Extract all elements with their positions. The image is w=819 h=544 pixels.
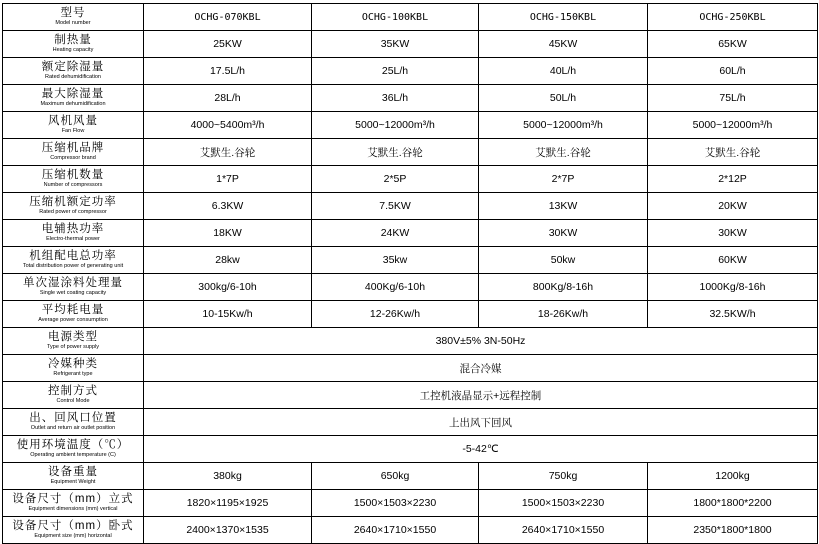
spec-value: 18KW (144, 220, 312, 247)
row-label (3, 166, 144, 193)
row-label (3, 4, 144, 31)
spec-value: 艾默生.谷轮 (479, 139, 648, 166)
spec-value: 40L/h (479, 58, 648, 85)
row-label (3, 85, 144, 112)
table-row (3, 517, 818, 544)
spec-value: 32.5KW/h (648, 301, 818, 328)
row-label (3, 193, 144, 220)
spec-value: 300kg/6-10h (144, 274, 312, 301)
table-row (3, 436, 818, 463)
row-label-en: Equipment size (mm) horizontal (34, 532, 112, 539)
row-label-en: Number of compressors (43, 181, 103, 188)
spec-value: 2350*1800*1800 (648, 517, 818, 544)
spec-value: 6.3KW (144, 193, 312, 220)
spec-value: 400Kg/6-10h (312, 274, 479, 301)
spec-value: 50L/h (479, 85, 648, 112)
row-label-zh: 型号 (60, 7, 86, 19)
row-label-zh: 机组配电总功率 (29, 250, 117, 262)
spec-value: 1000Kg/8-16h (648, 274, 818, 301)
row-label-en: Outlet and return air outlet position (30, 424, 116, 431)
spec-value: 25KW (144, 31, 312, 58)
model-header: OCHG-150KBL (479, 4, 648, 31)
table-row (3, 112, 818, 139)
spec-value: 750kg (479, 463, 648, 490)
table-row (3, 193, 818, 220)
row-label-en: Rated power of compressor (39, 208, 107, 215)
row-label-zh: 额定除湿量 (41, 61, 105, 73)
row-label (3, 436, 144, 463)
spec-value: 1*7P (144, 166, 312, 193)
spec-value: 1500×1503×2230 (312, 490, 479, 517)
spec-value: 650kg (312, 463, 479, 490)
table-header-row (3, 4, 818, 31)
row-label-en: Control Mode (56, 397, 90, 404)
table-row (3, 382, 818, 409)
spec-value: 380kg (144, 463, 312, 490)
row-label-en: Single wet coating capacity (39, 289, 107, 296)
row-label-en: Type of power supply (47, 343, 99, 350)
spec-value: 45KW (479, 31, 648, 58)
row-label-zh: 电源类型 (48, 331, 98, 343)
table-row (3, 166, 818, 193)
row-label-en: Equipment Weight (50, 478, 96, 485)
row-label-en: Fan Flow (61, 127, 85, 134)
table-row (3, 301, 818, 328)
spec-table (2, 3, 818, 544)
model-header: OCHG-100KBL (312, 4, 479, 31)
row-label-en: Heating capacity (52, 46, 94, 53)
spec-value: 50kw (479, 247, 648, 274)
table-row (3, 58, 818, 85)
row-label (3, 355, 144, 382)
spec-value: 17.5L/h (144, 58, 312, 85)
spec-value: 30KW (479, 220, 648, 247)
spec-value: 艾默生.谷轮 (312, 139, 479, 166)
row-label-zh: 设备重量 (48, 466, 98, 478)
row-label (3, 463, 144, 490)
table-row (3, 274, 818, 301)
row-label-zh: 最大除湿量 (41, 88, 105, 100)
spec-value: 1500×1503×2230 (479, 490, 648, 517)
spec-value: 35KW (312, 31, 479, 58)
spec-value: 2400×1370×1535 (144, 517, 312, 544)
row-label-zh: 压缩机数量 (41, 169, 105, 181)
row-label-zh: 控制方式 (48, 385, 98, 397)
row-label-zh: 冷媒种类 (48, 358, 98, 370)
spec-value: 30KW (648, 220, 818, 247)
row-label (3, 274, 144, 301)
spec-value: 2*7P (479, 166, 648, 193)
row-label-en: Rated dehumidification (45, 73, 101, 80)
spec-value: 2640×1710×1550 (312, 517, 479, 544)
row-label-en: Total distribution power of generating unit (22, 262, 124, 269)
row-label-zh: 制热量 (54, 34, 92, 46)
spec-value: 艾默生.谷轮 (144, 139, 312, 166)
row-label (3, 112, 144, 139)
row-label-en: Operating ambient temperature (C) (30, 451, 116, 458)
row-label-zh: 使用环境温度（℃） (16, 439, 130, 451)
model-header: OCHG-070KBL (144, 4, 312, 31)
row-label-zh: 设备尺寸（mm）卧式 (12, 520, 134, 532)
spec-value-merged: 380V±5% 3N-50Hz (144, 328, 818, 355)
row-label (3, 139, 144, 166)
row-label-zh: 单次湿涂料处理量 (23, 277, 123, 289)
row-label (3, 382, 144, 409)
row-label (3, 409, 144, 436)
table-row (3, 409, 818, 436)
spec-value: 1200kg (648, 463, 818, 490)
spec-value: 36L/h (312, 85, 479, 112)
row-label (3, 58, 144, 85)
spec-value: 28L/h (144, 85, 312, 112)
row-label-en: Model number (55, 19, 91, 26)
row-label (3, 301, 144, 328)
spec-value: 24KW (312, 220, 479, 247)
row-label-en: Electro-thermal power (46, 235, 100, 242)
row-label-zh: 压缩机品牌 (41, 142, 105, 154)
row-label-zh: 风机风量 (48, 115, 98, 127)
spec-value: 艾默生.谷轮 (648, 139, 818, 166)
spec-value-merged: -5-42℃ (144, 436, 818, 463)
spec-value: 1820×1195×1925 (144, 490, 312, 517)
spec-value: 60KW (648, 247, 818, 274)
spec-value: 5000~12000m³/h (312, 112, 479, 139)
table-row (3, 247, 818, 274)
spec-value: 1800*1800*2200 (648, 490, 818, 517)
spec-value: 5000~12000m³/h (479, 112, 648, 139)
spec-value: 35kw (312, 247, 479, 274)
spec-value-merged: 上出风下回风 (144, 409, 818, 436)
row-label-en: Maximum dehumidification (40, 100, 106, 107)
row-label-zh: 电辅热功率 (41, 223, 105, 235)
row-label (3, 31, 144, 58)
spec-value: 20KW (648, 193, 818, 220)
spec-value: 7.5KW (312, 193, 479, 220)
spec-value-merged: 工控机液晶显示+远程控制 (144, 382, 818, 409)
table-row (3, 355, 818, 382)
row-label-en: Equipment dimensions (mm) vertical (28, 505, 118, 512)
spec-value: 2*5P (312, 166, 479, 193)
model-header: OCHG-250KBL (648, 4, 818, 31)
spec-value: 10-15Kw/h (144, 301, 312, 328)
spec-value: 75L/h (648, 85, 818, 112)
row-label-zh: 设备尺寸（mm）立式 (12, 493, 134, 505)
row-label-en: Compressor brand (50, 154, 96, 161)
spec-value: 2*12P (648, 166, 818, 193)
row-label-zh: 出、回风口位置 (29, 412, 117, 424)
row-label (3, 490, 144, 517)
row-label (3, 517, 144, 544)
spec-value: 5000~12000m³/h (648, 112, 818, 139)
table-row (3, 85, 818, 112)
spec-value: 65KW (648, 31, 818, 58)
row-label-en: Refrigerant type (53, 370, 93, 377)
row-label-zh: 平均耗电量 (41, 304, 105, 316)
spec-value: 18-26Kw/h (479, 301, 648, 328)
row-label (3, 247, 144, 274)
table-row (3, 139, 818, 166)
table-row (3, 463, 818, 490)
row-label (3, 328, 144, 355)
spec-value: 800Kg/8-16h (479, 274, 648, 301)
spec-value: 60L/h (648, 58, 818, 85)
table-row (3, 31, 818, 58)
row-label (3, 220, 144, 247)
spec-value: 13KW (479, 193, 648, 220)
spec-value: 2640×1710×1550 (479, 517, 648, 544)
table-row (3, 220, 818, 247)
spec-value: 28kw (144, 247, 312, 274)
table-row (3, 328, 818, 355)
spec-value-merged: 混合冷媒 (144, 355, 818, 382)
row-label-zh: 压缩机额定功率 (29, 196, 117, 208)
spec-value: 12-26Kw/h (312, 301, 479, 328)
spec-value: 25L/h (312, 58, 479, 85)
table-row (3, 490, 818, 517)
spec-value: 4000~5400m³/h (144, 112, 312, 139)
row-label-en: Average power consumption (38, 316, 108, 323)
